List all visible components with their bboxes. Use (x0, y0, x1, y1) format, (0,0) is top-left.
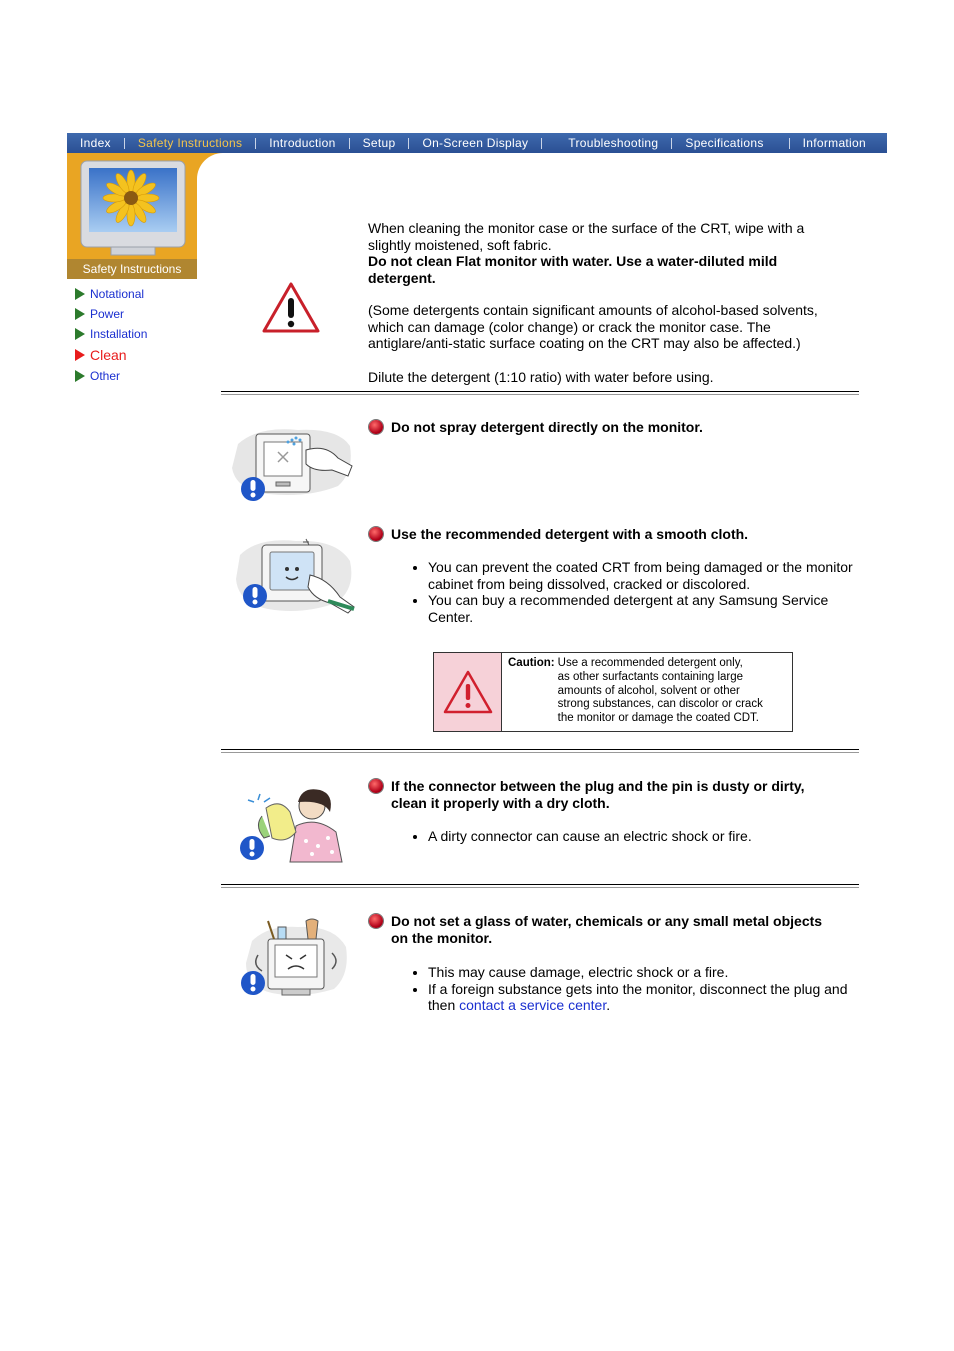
red-bullet-icon (369, 527, 383, 541)
intro-note: (Some detergents contain significant amounts of alcohol-based solvents, which can damage (color change) or crack the monitor case. The antiglare/anti-static surface coating on the CRT may also be affected.) (368, 302, 818, 351)
item-bullet-list (410, 828, 858, 845)
caution-box (433, 652, 793, 732)
sidebar-item-notational[interactable] (75, 284, 147, 304)
cleaning-plug-illustration (236, 786, 346, 871)
intro-bold-warning: Do not clean Flat monitor with water. Use a water-diluted mild detergent. (368, 253, 778, 286)
caution-warning-icon (434, 653, 502, 731)
item-heading-text: Do not set a glass of water, chemicals or any small metal objects on the monitor. (391, 913, 823, 946)
triangle-right-icon (75, 328, 85, 340)
triangle-right-icon (75, 288, 85, 300)
list-item (428, 981, 858, 1014)
item-heading (369, 778, 839, 812)
list-item: • You can prevent the coated CRT from being damaged or the monitor cabinet from being dissolved, cracked or discolored. (428, 559, 858, 592)
objects-on-monitor-illustration (238, 917, 350, 1006)
intro-text (368, 220, 838, 385)
sidebar-item-label: Notational (90, 287, 145, 301)
section-divider (221, 749, 859, 753)
nav-index[interactable]: Index (80, 136, 111, 150)
red-bullet-icon (369, 779, 383, 793)
nav-specifications[interactable]: Specifications (685, 136, 764, 150)
sidebar-item-label: Power (90, 307, 125, 321)
spray-monitor-illustration (228, 424, 356, 509)
nav-troubleshooting[interactable]: Troubleshooting (568, 136, 659, 150)
cloth-monitor-illustration (232, 531, 358, 622)
list-item-text: If a foreign substance gets into the monitor, disconnect the plug and then (428, 980, 848, 1013)
top-nav (67, 133, 887, 153)
nav-setup[interactable]: Setup (362, 136, 396, 150)
sidebar-item-installation[interactable] (75, 324, 147, 344)
warning-triangle-icon (261, 281, 321, 340)
item-heading (369, 526, 839, 543)
item-heading (369, 913, 839, 947)
sidebar-item-label: Clean (90, 347, 127, 363)
sidebar-section-label: Safety Instructions (67, 259, 197, 279)
item-heading (369, 419, 839, 436)
contact-service-center-link[interactable]: contact a service center (459, 997, 607, 1013)
caution-line: amounts of alcohol, solvent or other (557, 684, 740, 697)
red-bullet-icon (369, 420, 383, 434)
caution-line: the monitor or damage the coated CDT. (557, 712, 759, 725)
intro-dilute: Dilute the detergent (1:10 ratio) with water before using. (368, 368, 714, 385)
triangle-right-icon (75, 370, 85, 382)
nav-safety-instructions[interactable]: Safety Instructions (137, 136, 243, 150)
list-item: • A dirty connector can cause an electric shock or fire. (428, 828, 858, 845)
monitor-banner-image (67, 153, 197, 259)
section-divider (221, 391, 859, 395)
triangle-right-icon (75, 349, 85, 361)
red-bullet-icon (369, 914, 383, 928)
item-bullet-list (410, 964, 858, 1014)
caution-text (502, 653, 766, 731)
list-item: • You can buy a recommended detergent at any Samsung Service Center. (428, 592, 858, 625)
sidebar-item-label: Installation (90, 327, 148, 341)
sidebar-item-other[interactable] (75, 366, 147, 386)
caution-line: as other surfactants containing large (557, 670, 744, 683)
sidebar-menu (75, 284, 147, 386)
sidebar-item-power[interactable] (75, 304, 147, 324)
caution-line: Use a recommended detergent only, (557, 657, 743, 669)
item-heading-text: If the connector between the plug and the pin is dusty or dirty, clean it properly with a dry cloth. (391, 778, 805, 811)
sidebar-item-label: Other (90, 369, 121, 383)
nav-information[interactable]: Information (802, 136, 866, 150)
intro-line: When cleaning the monitor case or the surface of the CRT, wipe with a slightly moistened, soft fabric. (368, 220, 805, 253)
section-divider (221, 884, 859, 888)
sidebar-item-clean[interactable] (75, 344, 147, 366)
trailing-period: . (606, 997, 611, 1013)
triangle-right-icon (75, 308, 85, 320)
list-item: • This may cause damage, electric shock or a fire. (428, 964, 858, 981)
caution-line: strong substances, can discolor or crack (557, 698, 763, 711)
caution-label: Caution: (508, 657, 555, 669)
nav-on-screen-display[interactable]: On-Screen Display (422, 136, 529, 150)
item-heading-text: Do not spray detergent directly on the monitor. (391, 419, 703, 435)
item-bullet-list (410, 559, 858, 625)
item-heading-text: Use the recommended detergent with a smooth cloth. (391, 526, 749, 542)
nav-introduction[interactable]: Introduction (269, 136, 336, 150)
